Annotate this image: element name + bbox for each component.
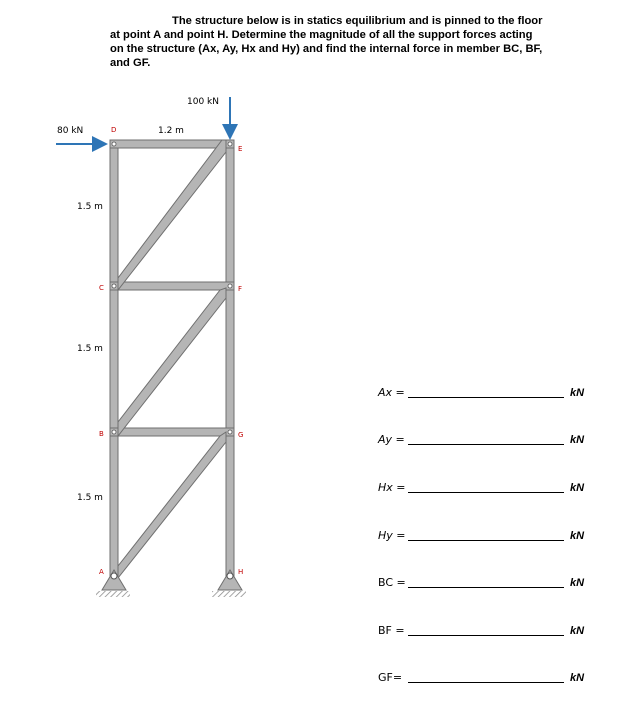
answer-row-ay	[340, 431, 610, 451]
member-CF	[110, 282, 234, 290]
load-horizontal-label: 80 kN	[57, 126, 84, 136]
answer-label-ax: Ax =	[378, 386, 405, 399]
member-AG	[118, 432, 226, 578]
answer-input-ax[interactable]	[408, 384, 564, 398]
answer-unit-bf: kN	[570, 625, 585, 637]
truss-members	[110, 140, 234, 578]
answer-label-gf: GF=	[378, 671, 403, 684]
height-label-top: 1.5 m	[77, 202, 103, 212]
answer-input-gf[interactable]	[408, 669, 564, 683]
answer-row-hx	[340, 479, 610, 499]
answer-unit-bc: kN	[570, 577, 585, 589]
height-label-middle: 1.5 m	[77, 344, 103, 354]
problem-line-3: on the structure (Ax, Ay, Hx and Hy) and find the internal force in member BC, BF,	[110, 43, 543, 55]
member-BF	[118, 288, 226, 436]
member-BG	[110, 428, 234, 436]
problem-line-2: at point A and point H. Determine the magnitude of all the support forces acting	[110, 29, 533, 41]
answer-label-hy: Hy =	[378, 529, 406, 542]
truss-diagram	[0, 0, 340, 610]
answer-unit-ay: kN	[570, 434, 585, 446]
member-right-column	[226, 140, 234, 578]
answer-row-bf	[340, 622, 610, 642]
node-label-B: B	[99, 430, 104, 438]
problem-line-4: and GF.	[110, 57, 151, 69]
answer-input-ay[interactable]	[408, 431, 564, 445]
node-label-A: A	[99, 568, 104, 576]
answer-input-hy[interactable]	[408, 527, 564, 541]
answer-unit-hx: kN	[570, 482, 585, 494]
answer-input-hx[interactable]	[408, 479, 564, 493]
answer-input-bc[interactable]	[408, 574, 564, 588]
node-label-D: D	[111, 126, 117, 134]
answer-unit-ax: kN	[570, 387, 585, 399]
answer-unit-gf: kN	[570, 672, 585, 684]
node-label-G: G	[238, 431, 244, 439]
answer-row-ax	[340, 384, 610, 404]
width-label: 1.2 m	[158, 126, 184, 136]
member-DE	[110, 140, 234, 148]
node-label-H: H	[238, 568, 244, 576]
node-label-C: C	[99, 284, 104, 292]
answer-label-hx: Hx =	[378, 481, 406, 494]
answer-unit-hy: kN	[570, 530, 585, 542]
answer-row-bc	[340, 574, 610, 594]
node-label-E: E	[238, 145, 243, 153]
problem-line-1: The structure below is in statics equilibrium and is pinned to the floor	[172, 15, 543, 27]
answer-input-bf[interactable]	[408, 622, 564, 636]
answer-label-bf: BF =	[378, 624, 405, 637]
answer-label-bc: BC =	[378, 576, 406, 589]
answer-row-gf	[340, 669, 610, 689]
answer-row-hy	[340, 527, 610, 547]
answer-label-ay: Ay =	[378, 433, 405, 446]
load-vertical-label: 100 kN	[187, 97, 219, 107]
node-label-F: F	[238, 285, 243, 293]
height-label-bottom: 1.5 m	[77, 493, 103, 503]
member-CE	[118, 140, 226, 290]
member-left-column	[110, 140, 118, 578]
